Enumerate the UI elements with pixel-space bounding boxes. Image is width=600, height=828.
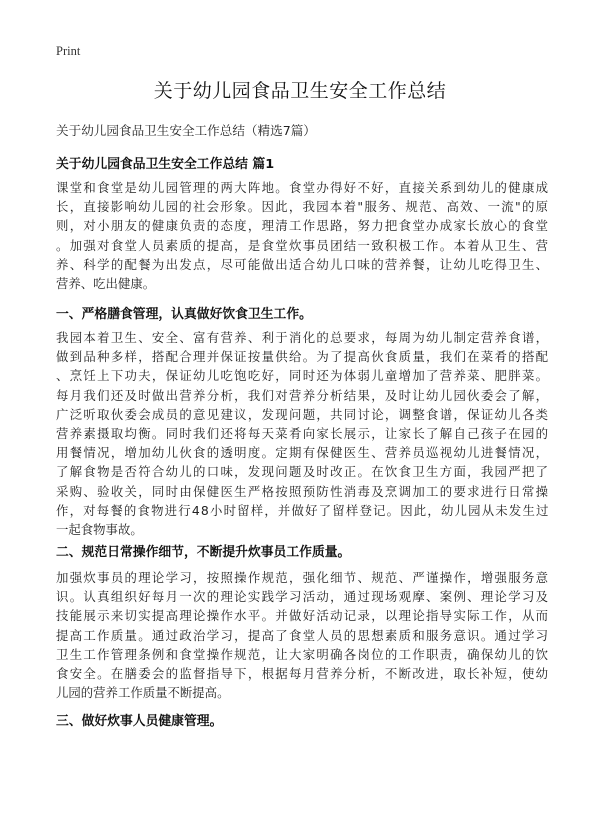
- paragraph-line: 。加强对食堂人员素质的提高，是食堂炊事员团结一致积极工作。本着从卫生、营: [56, 237, 550, 253]
- document-subtitle: 关于幼儿园食品卫生安全工作总结（精选7篇）: [56, 123, 316, 138]
- paragraph-line: 用餐情况，增加幼儿伙食的透明度。定期有保健医生、营养员巡视幼儿进餐情况，: [56, 445, 550, 461]
- intro-paragraph: [56, 178, 548, 293]
- paragraph-line: 、烹饪上下功夫，保证幼儿吃饱吃好，同时还为体弱儿童增加了营养菜、肥胖菜。: [56, 368, 550, 384]
- paragraph-line: 则，对小朋友的健康负责的态度，理清工作思路，努力把食堂办成家长放心的食堂: [56, 218, 550, 234]
- paragraph-line: 养、科学的配餐为出发点，尽可能做出适合幼儿口味的营养餐，让幼儿吃得卫生、: [56, 256, 550, 272]
- paragraph-line: 提高工作质量。通过政治学习，提高了食堂人员的思想素质和服务意识。通过学习: [56, 627, 550, 643]
- document-title: 关于幼儿园食品卫生安全工作总结: [153, 80, 447, 102]
- paragraph-line: 食安全。在膳委会的监督指导下，根据每月营养分析，不断改进，取长补短，使幼: [56, 666, 550, 682]
- paragraph-line: 营养、吃出健康。: [56, 276, 156, 292]
- paragraph-line: 一起食物事故。: [56, 522, 143, 538]
- section1-paragraph: [56, 328, 548, 539]
- part1-heading: 关于幼儿园食品卫生安全工作总结 篇1: [56, 157, 275, 172]
- section1-heading: 一、严格膳食管理，认真做好饮食卫生工作。: [56, 307, 312, 322]
- paragraph-line: 我园本着卫生、安全、富有营养、利于消化的总要求，每周为幼儿制定营养食谱，: [56, 330, 550, 345]
- paragraph-line: 课堂和食堂是幼儿园管理的两大阵地。食堂办得好不好，直接关系到幼儿的健康成: [56, 180, 550, 195]
- paragraph-line: 作，对每餐的食物进行48小时留样，并做好了留样登记。因此，幼儿园从未发生过: [56, 502, 550, 518]
- section2-paragraph: [56, 568, 548, 702]
- paragraph-line: 每月我们还及时做出营养分析，我们对营养分析结果，及时让幼儿园伙委会了解，: [56, 387, 550, 403]
- paragraph-line: 采购、验收关，同时由保健医生严格按照预防性消毒及烹调加工的要求进行日常操: [56, 483, 550, 499]
- section3-heading: 三、做好炊事人员健康管理。: [56, 714, 223, 729]
- paragraph-line: 卫生工作管理条例和食堂操作规范，让大家明确各岗位的工作职责，确保幼儿的饮: [56, 646, 550, 662]
- paragraph-line: 长，直接影响幼儿园的社会形象。因此，我园本着"服务、规范、高效、一流"的原: [56, 199, 550, 215]
- paragraph-line: 加强炊事员的理论学习，按照操作规范，强化细节、规范、严谨操作，增强服务意: [56, 570, 550, 585]
- paragraph-line: 儿园的营养工作质量不断提高。: [56, 685, 230, 701]
- paragraph-line: 了解食物是否符合幼儿的口味，发现问题及时改正。在饮食卫生方面，我园严把了: [56, 464, 550, 480]
- paragraph-line: 营养素摄取均衡。同时我们还将每天菜肴向家长展示，让家长了解自己孩子在园的: [56, 426, 550, 442]
- paragraph-line: 技能展示来切实提高理论操作水平。并做好活动记录，以理论指导实际工作，从而: [56, 608, 550, 624]
- paragraph-line: 广泛听取伙委会成员的意见建议，发现问题，共同讨论，调整食谱，保证幼儿各类: [56, 406, 550, 422]
- paragraph-line: 识。认真组织好每月一次的理论实践学习活动，通过现场观摩、案例、理论学习及: [56, 589, 550, 605]
- print-label[interactable]: Print: [56, 44, 81, 58]
- section2-heading: 二、规范日常操作细节，不断提升炊事员工作质量。: [56, 545, 351, 560]
- paragraph-line: 做到品种多样，搭配合理并保证按量供给。为了提高伙食质量，我们在菜肴的搭配: [56, 349, 550, 365]
